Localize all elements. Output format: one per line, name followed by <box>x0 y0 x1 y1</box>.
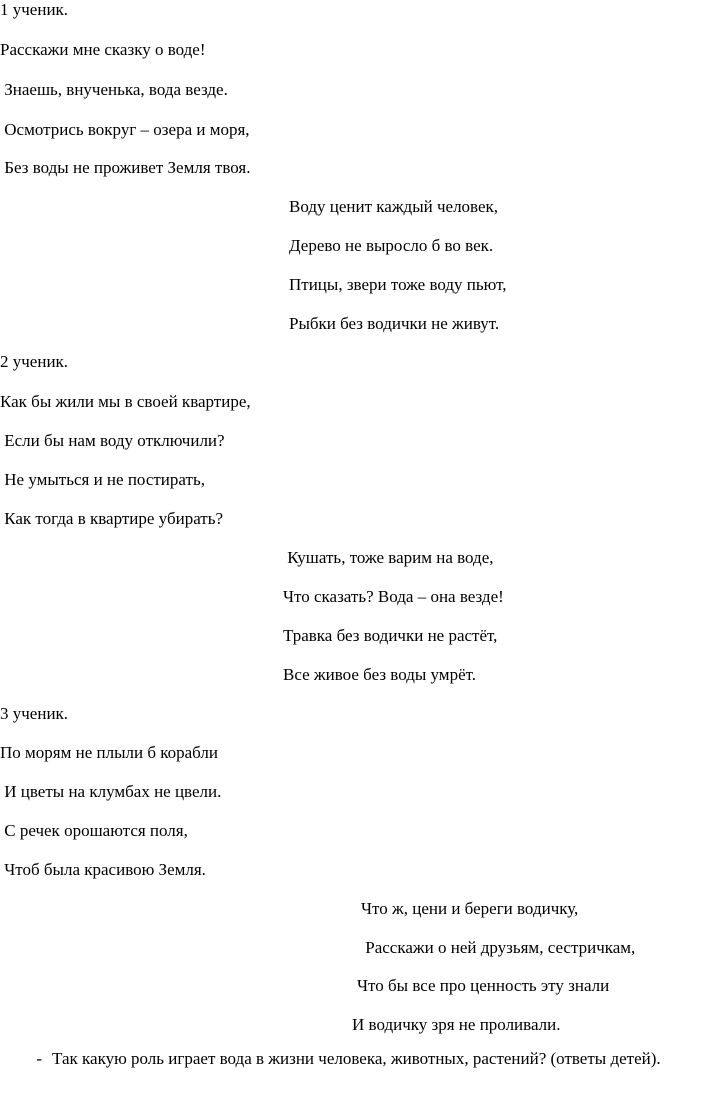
poem-line: И цветы на клумбах не цвели. <box>0 782 222 801</box>
poem-line: Что сказать? Вода – она везде! <box>283 587 504 606</box>
speaker-label: 2 ученик. <box>0 352 69 371</box>
poem-line: Знаешь, внученька, вода везде. <box>0 80 228 99</box>
poem-line: Травка без водички не растёт, <box>283 626 498 645</box>
poem-line: С речек орошаются поля, <box>0 821 188 840</box>
discussion-question <box>0 1048 700 1070</box>
poem-line: Расскажи о ней друзьям, сестричкам, <box>361 938 636 957</box>
poem-line: Кушать, тоже варим на воде, <box>283 548 494 567</box>
list-bullet: - <box>36 1049 42 1068</box>
poem-line: Все живое без воды умрёт. <box>283 665 477 684</box>
question-text: Так какую роль играет вода в жизни человека, животных, растений? (ответы детей). <box>52 1049 661 1068</box>
poem-line: Воду ценит каждый человек, <box>289 197 499 216</box>
poem-line: И водичку зря не проливали. <box>352 1015 561 1034</box>
poem-line: Что ж, цени и береги водичку, <box>361 899 579 918</box>
poem-line: Чтоб была красивою Земля. <box>0 860 206 879</box>
poem-line: Что бы все про ценность эту знали <box>357 976 610 995</box>
poem-line: Как бы жили мы в своей квартире, <box>0 392 251 411</box>
poem-line: По морям не плыли б корабли <box>0 743 218 762</box>
poem-line: Если бы нам воду отключили? <box>0 431 225 450</box>
poem-line: Рыбки без водички не живут. <box>289 314 500 333</box>
poem-line: Как тогда в квартире убирать? <box>0 509 224 528</box>
poem-line: Не умыться и не постирать, <box>0 470 205 489</box>
poem-line: Расскажи мне сказку о воде! <box>0 40 206 59</box>
poem-line: Дерево не выросло б во век. <box>289 236 494 255</box>
speaker-label: 3 ученик. <box>0 704 69 723</box>
poem-line: Осмотрись вокруг – озера и моря, <box>0 120 250 139</box>
poem-line: Без воды не проживет Земля твоя. <box>0 158 251 177</box>
poem-line: Птицы, звери тоже воду пьют, <box>289 275 507 294</box>
speaker-label: 1 ученик. <box>0 0 69 19</box>
